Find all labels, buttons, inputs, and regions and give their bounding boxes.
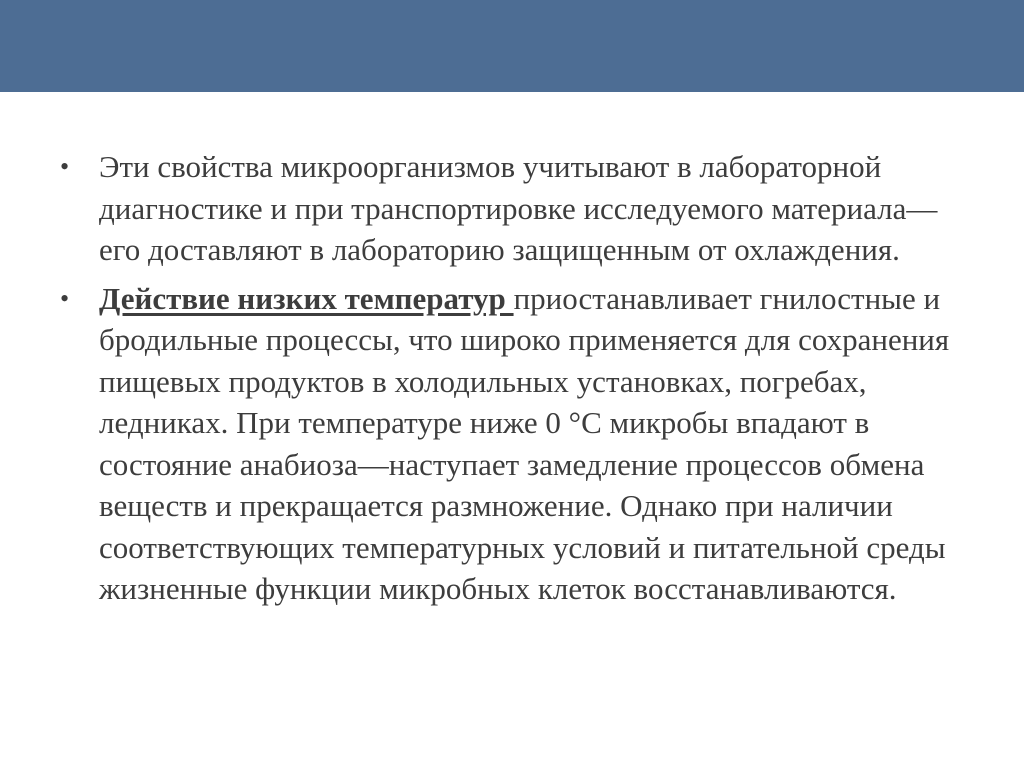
bullet-text: Эти свойства микроорганизмов учитывают в лабораторной диагностике и при транспортировке исследуемого материала—его доставляют в лабораторию защищенным от охлаждения.	[99, 149, 938, 267]
bullet-item	[56, 146, 966, 271]
slide-content	[56, 146, 966, 617]
bullet-item	[56, 278, 966, 610]
bullet-icon: •	[60, 283, 70, 313]
bullet-icon: •	[60, 152, 70, 181]
bullet-text: приостанавливает гнилостные и бродильные процессы, что широко применяется для сохранения пищевых продуктов в холодильных установках, погребах, ледниках. При температуре ниже 0 °С микробы впадают в состояние анабиоза—наступает замедление процессов обмена веществ и прекращается размножение. Однако при наличии соответствующих температурных условий и питательной среды жизненные функции микробных клеток восстанавливаются.	[99, 280, 950, 606]
bullet-emphasis: Действие низких температур	[99, 280, 514, 316]
header-band	[0, 0, 1024, 92]
